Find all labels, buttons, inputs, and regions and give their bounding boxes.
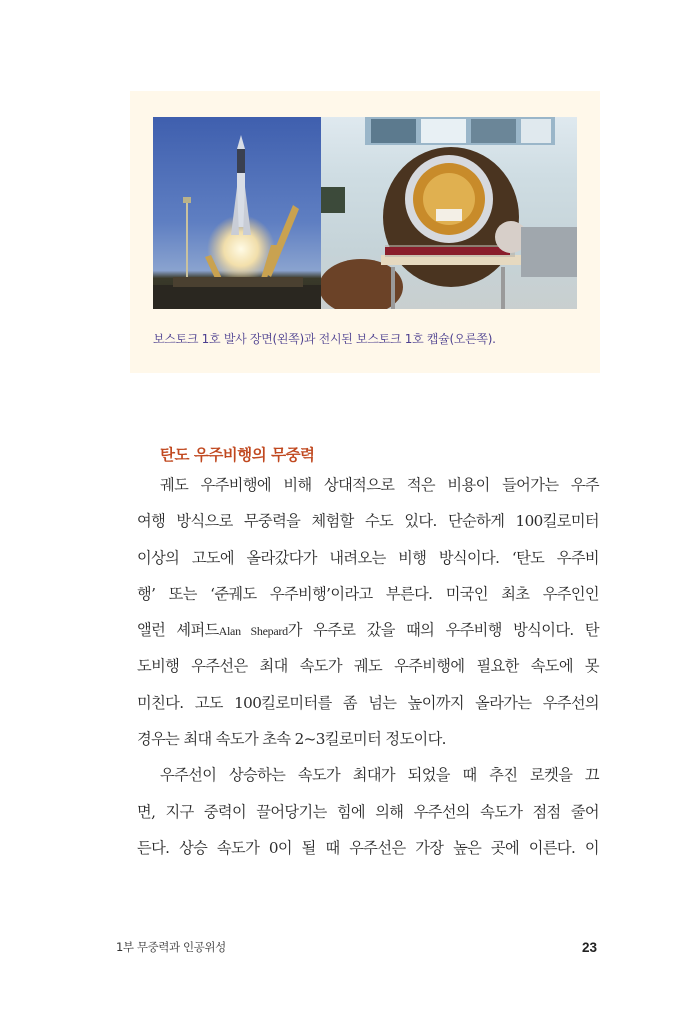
capsule-display-photo	[321, 117, 577, 309]
paragraph-line: 궤도 우주비행에 비해 상대적으로 적은 비용이 들어가는 우주	[160, 476, 599, 494]
paragraph-line: 경우는 최대 속도가 초속 2~3킬로미터 정도이다.	[137, 730, 446, 749]
paragraph-line: 면, 지구 중력이 끌어당기는 힘에 의해 우주선의 속도가 점점 줄어	[137, 802, 599, 821]
paragraph-line: 행’ 또는 ‘준궤도 우주비행’이라고 부른다. 미국인 최초 우주인인	[137, 584, 599, 603]
korean-text: 가 우주로 갔을 때의 우주비행 방식이다. 탄	[287, 621, 599, 640]
figure-box	[130, 91, 600, 373]
paragraph-line: 이상의 고도에 올라갔다가 내려오는 비행 방식이다. ‘탄도 우주비	[137, 548, 599, 567]
paragraph-line: 여행 방식으로 무중력을 체험할 수도 있다. 단순하게 100킬로미터	[137, 512, 599, 531]
capsule-illustration	[321, 117, 577, 309]
korean-text: 앨런 셰퍼드	[137, 621, 219, 640]
paragraph-line: 우주선이 상승하는 속도가 최대가 되었을 때 추진 로켓을 끄	[160, 766, 599, 785]
rocket-launch-illustration	[153, 117, 321, 309]
rocket-launch-photo	[153, 117, 321, 309]
paragraph-line: 미친다. 고도 100킬로미터를 좀 넘는 높이까지 올라가는 우주선의	[137, 693, 599, 712]
figure-photos	[153, 117, 577, 309]
paragraph-line: 도비행 우주선은 최대 속도가 궤도 우주비행에 필요한 속도에 못	[137, 657, 599, 676]
running-footer-chapter: 1부 무중력과 인공위성	[116, 940, 226, 954]
section-title: 탄도 우주비행의 무중력	[160, 446, 315, 464]
body-text	[137, 474, 599, 873]
paragraph-line: 든다. 상승 속도가 0이 될 때 우주선은 가장 높은 곳에 이른다. 이	[137, 838, 599, 857]
paragraph-line-with-english	[137, 619, 599, 655]
figure-caption: 보스토크 1호 발사 장면(왼쪽)과 전시된 보스토크 1호 캡슐(오른쪽).	[153, 332, 496, 346]
english-name: Alan Shepard	[218, 624, 288, 639]
page-number: 23	[582, 940, 598, 955]
